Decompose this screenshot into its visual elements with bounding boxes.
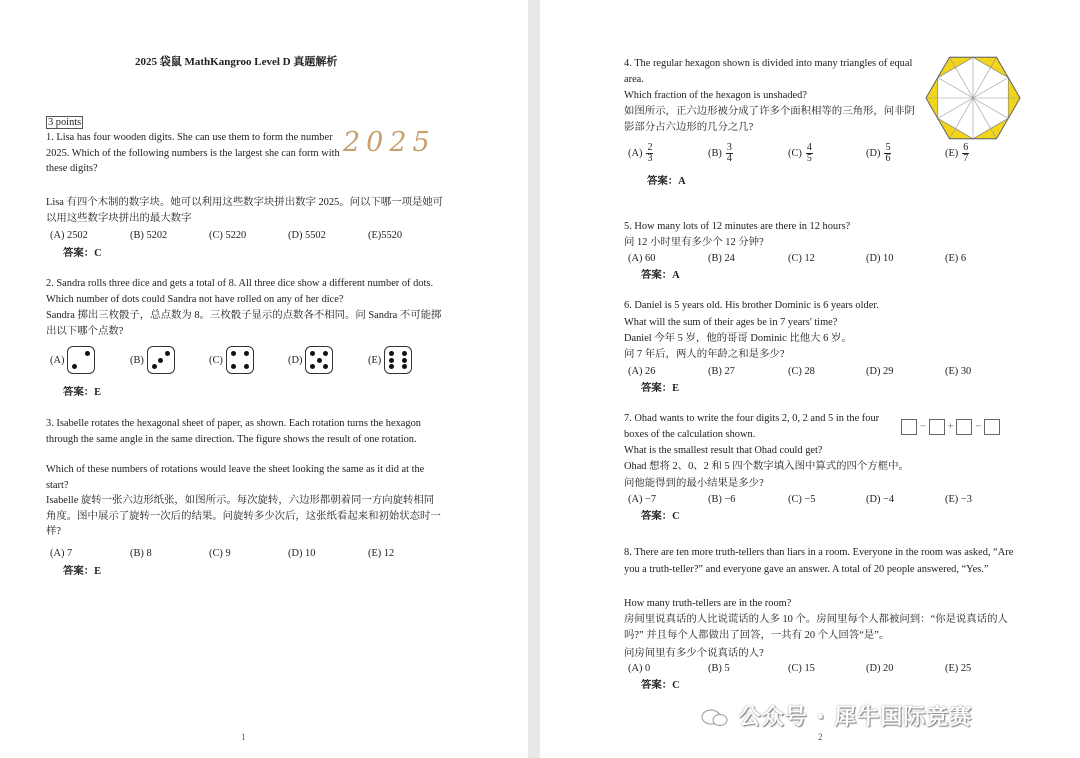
q5-answer: 答案：A xyxy=(641,270,680,281)
q5-text-en: 5. How many lots of 12 minutes are there in 12 hours? xyxy=(624,221,851,232)
q1-option-e[interactable]: (E)5520 xyxy=(368,230,403,241)
wechat-watermark xyxy=(700,700,972,731)
fraction-denominator: 3 xyxy=(647,153,653,164)
q1-option-c[interactable]: (C) 5220 xyxy=(209,230,247,241)
points-label: 3 points xyxy=(48,117,82,128)
die-pip xyxy=(402,358,407,363)
q5-option-a[interactable]: (A) 60 xyxy=(628,253,656,264)
die-face-5-icon xyxy=(305,346,333,374)
die-pip xyxy=(317,358,322,363)
q3-text-en2: Which of these numbers of rotations would leave the sheet looking the same as it did at the start? xyxy=(46,464,425,491)
q4-text-en: 4. The regular hexagon shown is divided into many triangles of equal area. xyxy=(624,58,913,85)
die-pip xyxy=(244,351,249,356)
calc-op-2: + xyxy=(947,420,954,433)
q4-option-d-fraction xyxy=(884,143,891,164)
q7-text-en2: What is the smallest result that Ohad could get? xyxy=(624,445,823,456)
fraction-numerator: 5 xyxy=(885,142,891,153)
q1-text-en: 1. Lisa has four wooden digits. She can use them to form the number 2025. Which of the following numbers is the largest she can form with these digits? xyxy=(46,132,340,174)
die-pip xyxy=(244,364,249,369)
fraction-numerator: 6 xyxy=(963,142,969,153)
q2-option-e-label: (E) xyxy=(368,354,382,366)
die-face-6-icon xyxy=(384,346,412,374)
die-pip xyxy=(231,364,236,369)
q6-option-c[interactable]: (C) 28 xyxy=(788,366,815,377)
q7-option-e[interactable]: (E) −3 xyxy=(945,494,972,505)
fraction-numerator: 4 xyxy=(806,142,812,153)
q3-option-a[interactable]: (A) 7 xyxy=(50,548,73,559)
q4-option-b-fraction xyxy=(726,143,733,164)
die-pip xyxy=(402,351,407,356)
q6-option-d[interactable]: (D) 29 xyxy=(866,366,894,377)
q7-calculation-boxes xyxy=(901,419,1000,435)
die-face-4-icon xyxy=(226,346,254,374)
fraction-denominator: 4 xyxy=(726,153,732,164)
q5-option-d[interactable]: (D) 10 xyxy=(866,253,894,264)
die-pip xyxy=(389,364,394,369)
die-pip xyxy=(310,351,315,356)
q1-option-a[interactable]: (A) 2502 xyxy=(50,230,88,241)
q5-option-b[interactable]: (B) 24 xyxy=(708,253,735,264)
die-pip xyxy=(231,351,236,356)
q4-option-e-fraction xyxy=(962,143,969,164)
q4-option-b-label: (B) xyxy=(708,148,722,159)
fraction-numerator: 3 xyxy=(726,142,732,153)
calc-op-3: − xyxy=(975,420,982,433)
calc-box-2 xyxy=(929,419,945,435)
q1-option-b[interactable]: (B) 5202 xyxy=(130,230,168,241)
q8-text-en: 8. There are ten more truth-tellers than liars in a room. Everyone in the room was asked, “Are you a truth-teller?” and everyone gave an answer. A total of 20 people answered, “Yes.” xyxy=(624,547,1014,575)
q8-option-a[interactable]: (A) 0 xyxy=(628,663,651,674)
q4-option-d[interactable] xyxy=(866,143,891,164)
q7-option-b[interactable]: (B) −6 xyxy=(708,494,736,505)
q4-option-c-fraction xyxy=(806,143,813,164)
fraction-denominator: 7 xyxy=(963,153,969,164)
q4-option-e-label: (E) xyxy=(945,148,959,159)
q6-text-en: 6. Daniel is 5 years old. His brother Dominic is 6 years older. xyxy=(624,300,879,311)
q4-option-c-label: (C) xyxy=(788,148,802,159)
q7-option-c[interactable]: (C) −5 xyxy=(788,494,816,505)
die-pip xyxy=(158,358,163,363)
year-2025-decoration: 2025 xyxy=(343,127,436,158)
q2-text-zh: Sandra 掷出三枚骰子，总点数为 8。三枚骰子显示的点数各不相同。问 Sandra 不可能掷出以下哪个点数? xyxy=(46,310,442,337)
q2-option-b-label: (B) xyxy=(130,354,144,366)
q7-answer: 答案：C xyxy=(641,511,680,522)
q3-answer: 答案：E xyxy=(63,566,102,577)
q4-option-a-label: (A) xyxy=(628,148,643,159)
q8-option-c[interactable]: (C) 15 xyxy=(788,663,815,674)
die-pip xyxy=(323,364,328,369)
q4-option-a[interactable] xyxy=(628,143,653,164)
q7-text-zh2: 问他能得到的最小结果是多少? xyxy=(624,478,764,489)
die-pip xyxy=(389,351,394,356)
points-section-label xyxy=(46,115,83,131)
q4-option-c[interactable] xyxy=(788,143,813,164)
q6-answer: 答案：E xyxy=(641,383,680,394)
q8-option-b[interactable]: (B) 5 xyxy=(708,663,730,674)
q3-option-d[interactable]: (D) 10 xyxy=(288,548,316,559)
q5-option-c[interactable]: (C) 12 xyxy=(788,253,815,264)
q3-text-zh: Isabelle 旋转一张六边形纸张，如图所示。每次旋转，六边形都朝着同一方向旋转相同角度。图中展示了旋转一次后的结果。问旋转多少次后，这张纸看起来和初始状态时一样? xyxy=(46,495,441,537)
die-pip xyxy=(85,351,90,356)
q2-option-c-label: (C) xyxy=(209,354,223,366)
q6-option-b[interactable]: (B) 27 xyxy=(708,366,735,377)
q5-text-zh: 问 12 小时里有多少个 12 分钟? xyxy=(624,237,764,248)
q7-text-zh: Ohad 想将 2、0、2 和 5 四个数字填入图中算式的四个方框中。 xyxy=(624,461,909,472)
die-pip xyxy=(152,364,157,369)
q3-option-e[interactable]: (E) 12 xyxy=(368,548,395,559)
q8-text-en2: How many truth-tellers are in the room? xyxy=(624,598,792,609)
q3-text-en: 3. Isabelle rotates the hexagonal sheet of paper, as shown. Each rotation turns the hexagon through the same angle in the same direction. The figure shows the result of one rotation. xyxy=(46,418,421,445)
q2-option-a-label: (A) xyxy=(50,354,65,366)
q4-text-en2: Which fraction of the hexagon is unshaded? xyxy=(624,90,807,101)
die-pip xyxy=(72,364,77,369)
die-pip xyxy=(402,364,407,369)
q1-answer: 答案：C xyxy=(63,248,102,259)
page-number-1: 1 xyxy=(241,732,246,742)
q8-answer: 答案：C xyxy=(641,680,680,691)
q2-option-d-label: (D) xyxy=(288,354,303,366)
page-1 xyxy=(0,0,528,758)
q2-text-en: 2. Sandra rolls three dice and gets a total of 8. All three dice show a different number of dots. Which number of dots could Sandra not have rolled on any of her dice? xyxy=(46,278,434,305)
q7-option-a[interactable]: (A) −7 xyxy=(628,494,657,505)
q3-option-b[interactable]: (B) 8 xyxy=(130,548,152,559)
q4-option-d-label: (D) xyxy=(866,148,881,159)
die-pip xyxy=(389,358,394,363)
die-pip xyxy=(323,351,328,356)
q7-option-d[interactable]: (D) −4 xyxy=(866,494,895,505)
fraction-denominator: 5 xyxy=(806,153,812,164)
q4-option-b[interactable] xyxy=(708,143,733,164)
q5-option-e[interactable]: (E) 6 xyxy=(945,253,967,264)
wechat-icon xyxy=(700,707,730,729)
watermark-text: 公众号 · 犀牛国际竞赛 xyxy=(738,705,973,730)
die-pip xyxy=(165,351,170,356)
fraction-denominator: 6 xyxy=(885,153,891,164)
calc-op-1: − xyxy=(919,420,926,433)
die-face-2-icon xyxy=(67,346,95,374)
q6-text-en2: What will the sum of their ages be in 7 years' time? xyxy=(624,317,838,328)
die-pip xyxy=(310,364,315,369)
q1-option-d[interactable]: (D) 5502 xyxy=(288,230,326,241)
q2-option-a[interactable] xyxy=(50,346,95,374)
q8-text-zh: 房间里说真话的人比说谎话的人多 10 个。房间里每个人都被问到：“你是说真话的人吗?” 并且每个人都做出了回答，一共有 20 个人回答“是”。 xyxy=(624,614,1008,641)
q8-text-zh2: 问房间里有多少个说真话的人? xyxy=(624,648,764,659)
q2-option-c[interactable] xyxy=(209,346,254,374)
q4-option-a-fraction xyxy=(646,143,653,164)
q6-option-e[interactable]: (E) 30 xyxy=(945,366,972,377)
q6-text-zh2: 问 7 年后，两人的年龄之和是多少? xyxy=(624,349,785,360)
q2-option-e[interactable] xyxy=(368,346,412,374)
fraction-numerator: 2 xyxy=(647,142,653,153)
q4-option-e[interactable] xyxy=(945,143,969,164)
q2-option-d[interactable] xyxy=(288,346,333,374)
q2-answer: 答案：E xyxy=(63,387,102,398)
q4-answer: 答案：A xyxy=(647,176,686,187)
q7-text-en: 7. Ohad wants to write the four digits 2, 0, 2 and 5 in the four boxes of the calculation shown. xyxy=(624,413,880,440)
q8-option-d[interactable]: (D) 20 xyxy=(866,663,894,674)
q6-option-a[interactable]: (A) 26 xyxy=(628,366,656,377)
die-face-3-icon xyxy=(147,346,175,374)
calc-box-1 xyxy=(901,419,917,435)
q4-hexagon-figure xyxy=(924,55,1022,141)
calc-box-3 xyxy=(956,419,972,435)
calc-box-4 xyxy=(984,419,1000,435)
q8-option-e[interactable]: (E) 25 xyxy=(945,663,972,674)
q6-text-zh: Daniel 今年 5 岁，他的哥哥 Dominic 比他大 6 岁。 xyxy=(624,333,852,344)
document-title: 2025 袋鼠 MathKangroo Level D 真题解析 xyxy=(135,56,338,68)
page-number-2: 2 xyxy=(818,732,823,742)
q1-text-zh: Lisa 有四个木制的数字块。她可以利用这些数字块拼出数字 2025。问以下哪一项是她可以用这些数字块拼出的最大数字 xyxy=(46,197,444,224)
q4-text-zh: 如图所示，正六边形被分成了许多个面积相等的三角形，问非阴影部分占六边形的几分之几? xyxy=(624,106,915,133)
q2-option-b[interactable] xyxy=(130,346,175,374)
q3-option-c[interactable]: (C) 9 xyxy=(209,548,231,559)
